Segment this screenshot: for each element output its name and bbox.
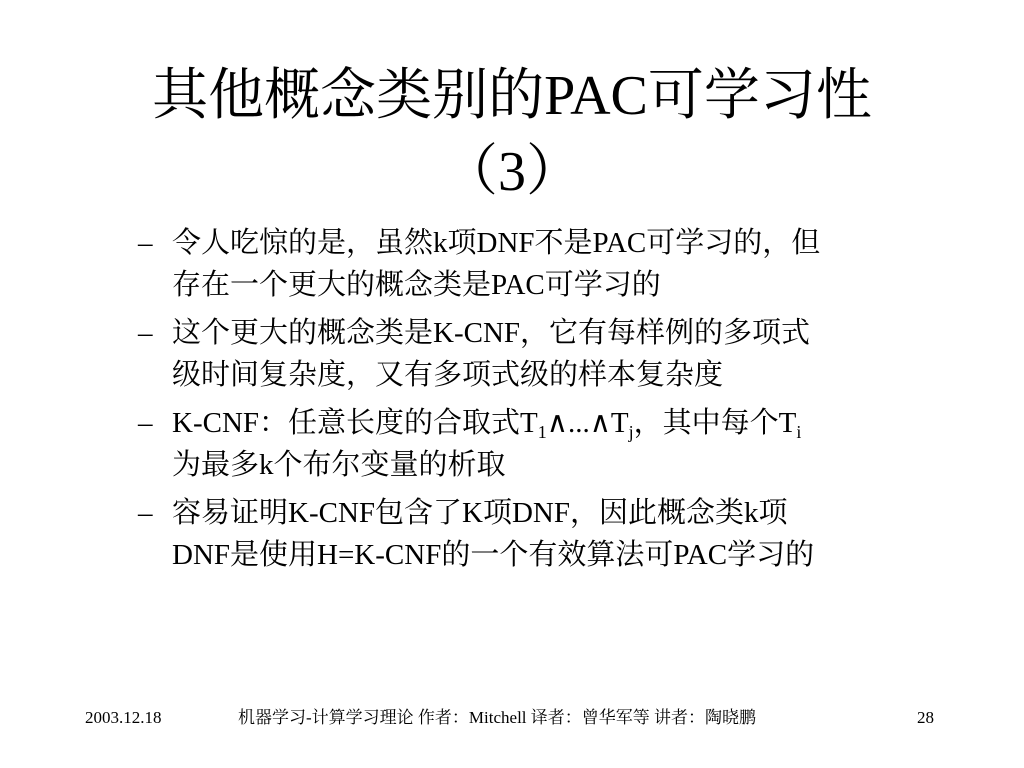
bullet-3-line-1 [172, 402, 938, 444]
bullet-item-1 [138, 222, 938, 306]
bullet-dash: – [138, 317, 153, 349]
bullet-list [138, 222, 938, 582]
subscript-1: 1 [537, 422, 547, 442]
title-line-1: 其他概念类别的PAC可学习性 [152, 65, 872, 127]
subscript-i: i [796, 422, 802, 442]
bullet-3-text-a: K-CNF：任意长度的合取式T [172, 407, 538, 439]
bullet-4-line-1: 容易证明K-CNF包含了K项DNF，因此概念类k项 [172, 497, 788, 529]
bullet-2-line-2: 级时间复杂度，又有多项式级的样本复杂度 [172, 359, 724, 391]
bullet-item-4 [138, 492, 938, 576]
slide-title [60, 58, 964, 210]
bullet-2-line-1: 这个更大的概念类是K-CNF，它有每样例的多项式 [172, 317, 811, 349]
bullet-dash: – [138, 227, 153, 259]
bullet-dash: – [138, 407, 153, 439]
bullet-item-3 [138, 402, 938, 486]
bullet-3-line-2: 为最多k个布尔变量的析取 [172, 449, 506, 481]
bullet-4-line-2: DNF是使用H=K-CNF的一个有效算法可PAC学习的 [172, 539, 815, 571]
footer-credits: 机器学习-计算学习理论 作者：Mitchell 译者：曾华军等 讲者：陶晓鹏 [238, 708, 757, 727]
bullet-3-text-c: ，其中每个T [633, 407, 797, 439]
subscript-j: j [628, 422, 634, 442]
bullet-1-line-1: 令人吃惊的是，虽然k项DNF不是PAC可学习的，但 [172, 227, 821, 259]
footer-date: 2003.12.18 [85, 708, 162, 727]
title-line-2: （3） [442, 141, 582, 203]
bullet-1-line-2: 存在一个更大的概念类是PAC可学习的 [172, 269, 661, 301]
bullet-item-2 [138, 312, 938, 396]
bullet-3-text-b: ∧...∧T [546, 407, 629, 439]
bullet-dash: – [138, 497, 153, 529]
page-number: 28 [917, 708, 934, 727]
